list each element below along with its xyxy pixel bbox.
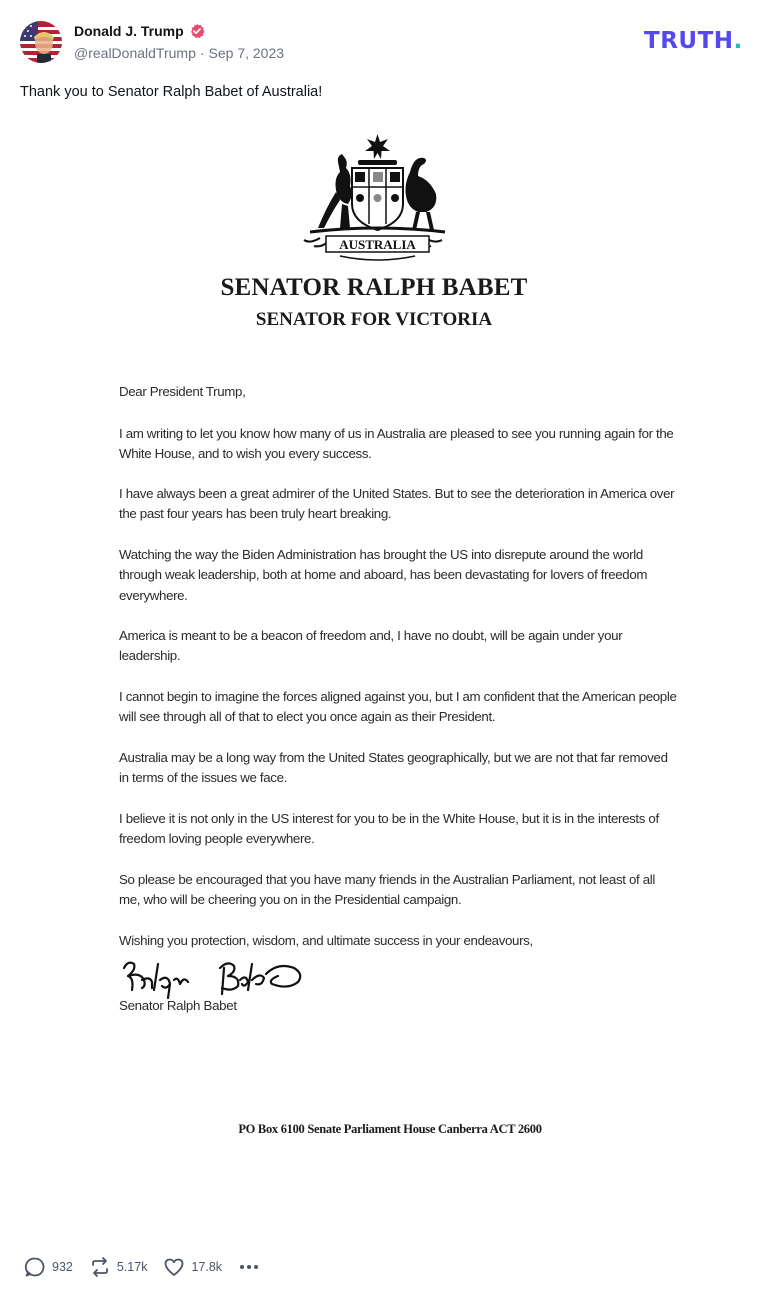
truth-logo xyxy=(644,28,743,54)
crest-label: AUSTRALIA xyxy=(339,237,416,252)
post-meta xyxy=(74,45,284,61)
logo-dot: . xyxy=(733,28,743,54)
letter-paragraph: America is meant to be a beacon of freedom and, I have no doubt, will be again under your leadership. xyxy=(119,628,623,664)
letter-salutation: Dear President Trump, xyxy=(119,384,246,399)
letter-paragraph: So please be encouraged that you have many friends in the Australian Parliament, not least of all me, who will be cheering you on in the Presidential campaign. xyxy=(119,872,655,908)
australia-coat-of-arms-icon xyxy=(290,132,465,264)
more-icon[interactable] xyxy=(240,1265,258,1269)
letter-paragraph: I have always been a great admirer of the United States. But to see the deterioration in America over the past four years has been truly heart breaking. xyxy=(119,486,675,522)
more-dot xyxy=(254,1265,258,1269)
letter-paragraph: I cannot begin to imagine the forces aligned against you, but I am confident that the American people will see through all of that to elect you once again as their President. xyxy=(119,689,677,725)
like-button[interactable] xyxy=(163,1256,222,1278)
letter-paragraph: I believe it is not only in the US interest for you to be in the White House, but it is in the interests of freedom loving people everywhere. xyxy=(119,811,659,847)
retruth-icon xyxy=(89,1256,111,1278)
like-count: 17.8k xyxy=(191,1260,223,1274)
comment-icon xyxy=(24,1256,46,1278)
more-dot xyxy=(240,1265,244,1269)
letter-paragraph: Watching the way the Biden Administration has brought the US into disrepute around the world through weak leadership, both at home and aboard, has been devastating for lovers of freedom everywhere. xyxy=(119,547,648,603)
letter-paragraph: I am writing to let you know how many of us in Australia are pleased to see you running again for the White House, and to wish you every success. xyxy=(119,426,674,462)
reply-count: 932 xyxy=(52,1260,73,1274)
author-name[interactable]: Donald J. Trump xyxy=(74,23,184,39)
retruth-button[interactable] xyxy=(89,1256,148,1278)
letter-closing: Wishing you protection, wisdom, and ultimate success in your endeavours, xyxy=(119,933,533,948)
signer-name: Senator Ralph Babet xyxy=(119,998,237,1013)
senator-name: SENATOR RALPH BABET xyxy=(220,274,528,301)
post-date[interactable]: Sep 7, 2023 xyxy=(208,45,285,61)
letter-image[interactable] xyxy=(40,118,740,1238)
post-author xyxy=(74,23,284,61)
logo-text: TRUTH xyxy=(644,28,734,54)
post-actions xyxy=(24,1254,258,1280)
reply-button[interactable] xyxy=(24,1256,73,1278)
verified-badge-icon xyxy=(189,23,205,39)
letter-paragraph: Australia may be a long way from the United States geographically, but we are not that far removed in terms of the issues we face. xyxy=(119,750,668,786)
letter-address: PO Box 6100 Senate Parliament House Canberra ACT 2600 xyxy=(238,1122,542,1136)
heart-icon xyxy=(163,1256,185,1278)
signature xyxy=(118,954,313,1004)
avatar[interactable] xyxy=(20,21,62,63)
retruth-count: 5.17k xyxy=(116,1260,148,1274)
meta-separator: · xyxy=(199,45,205,61)
post-text: Thank you to Senator Ralph Babet of Australia! xyxy=(20,84,323,100)
author-handle[interactable]: @realDonaldTrump xyxy=(74,45,196,61)
post-header xyxy=(0,0,777,80)
senator-title: SENATOR FOR VICTORIA xyxy=(255,309,493,330)
more-dot xyxy=(247,1265,251,1269)
